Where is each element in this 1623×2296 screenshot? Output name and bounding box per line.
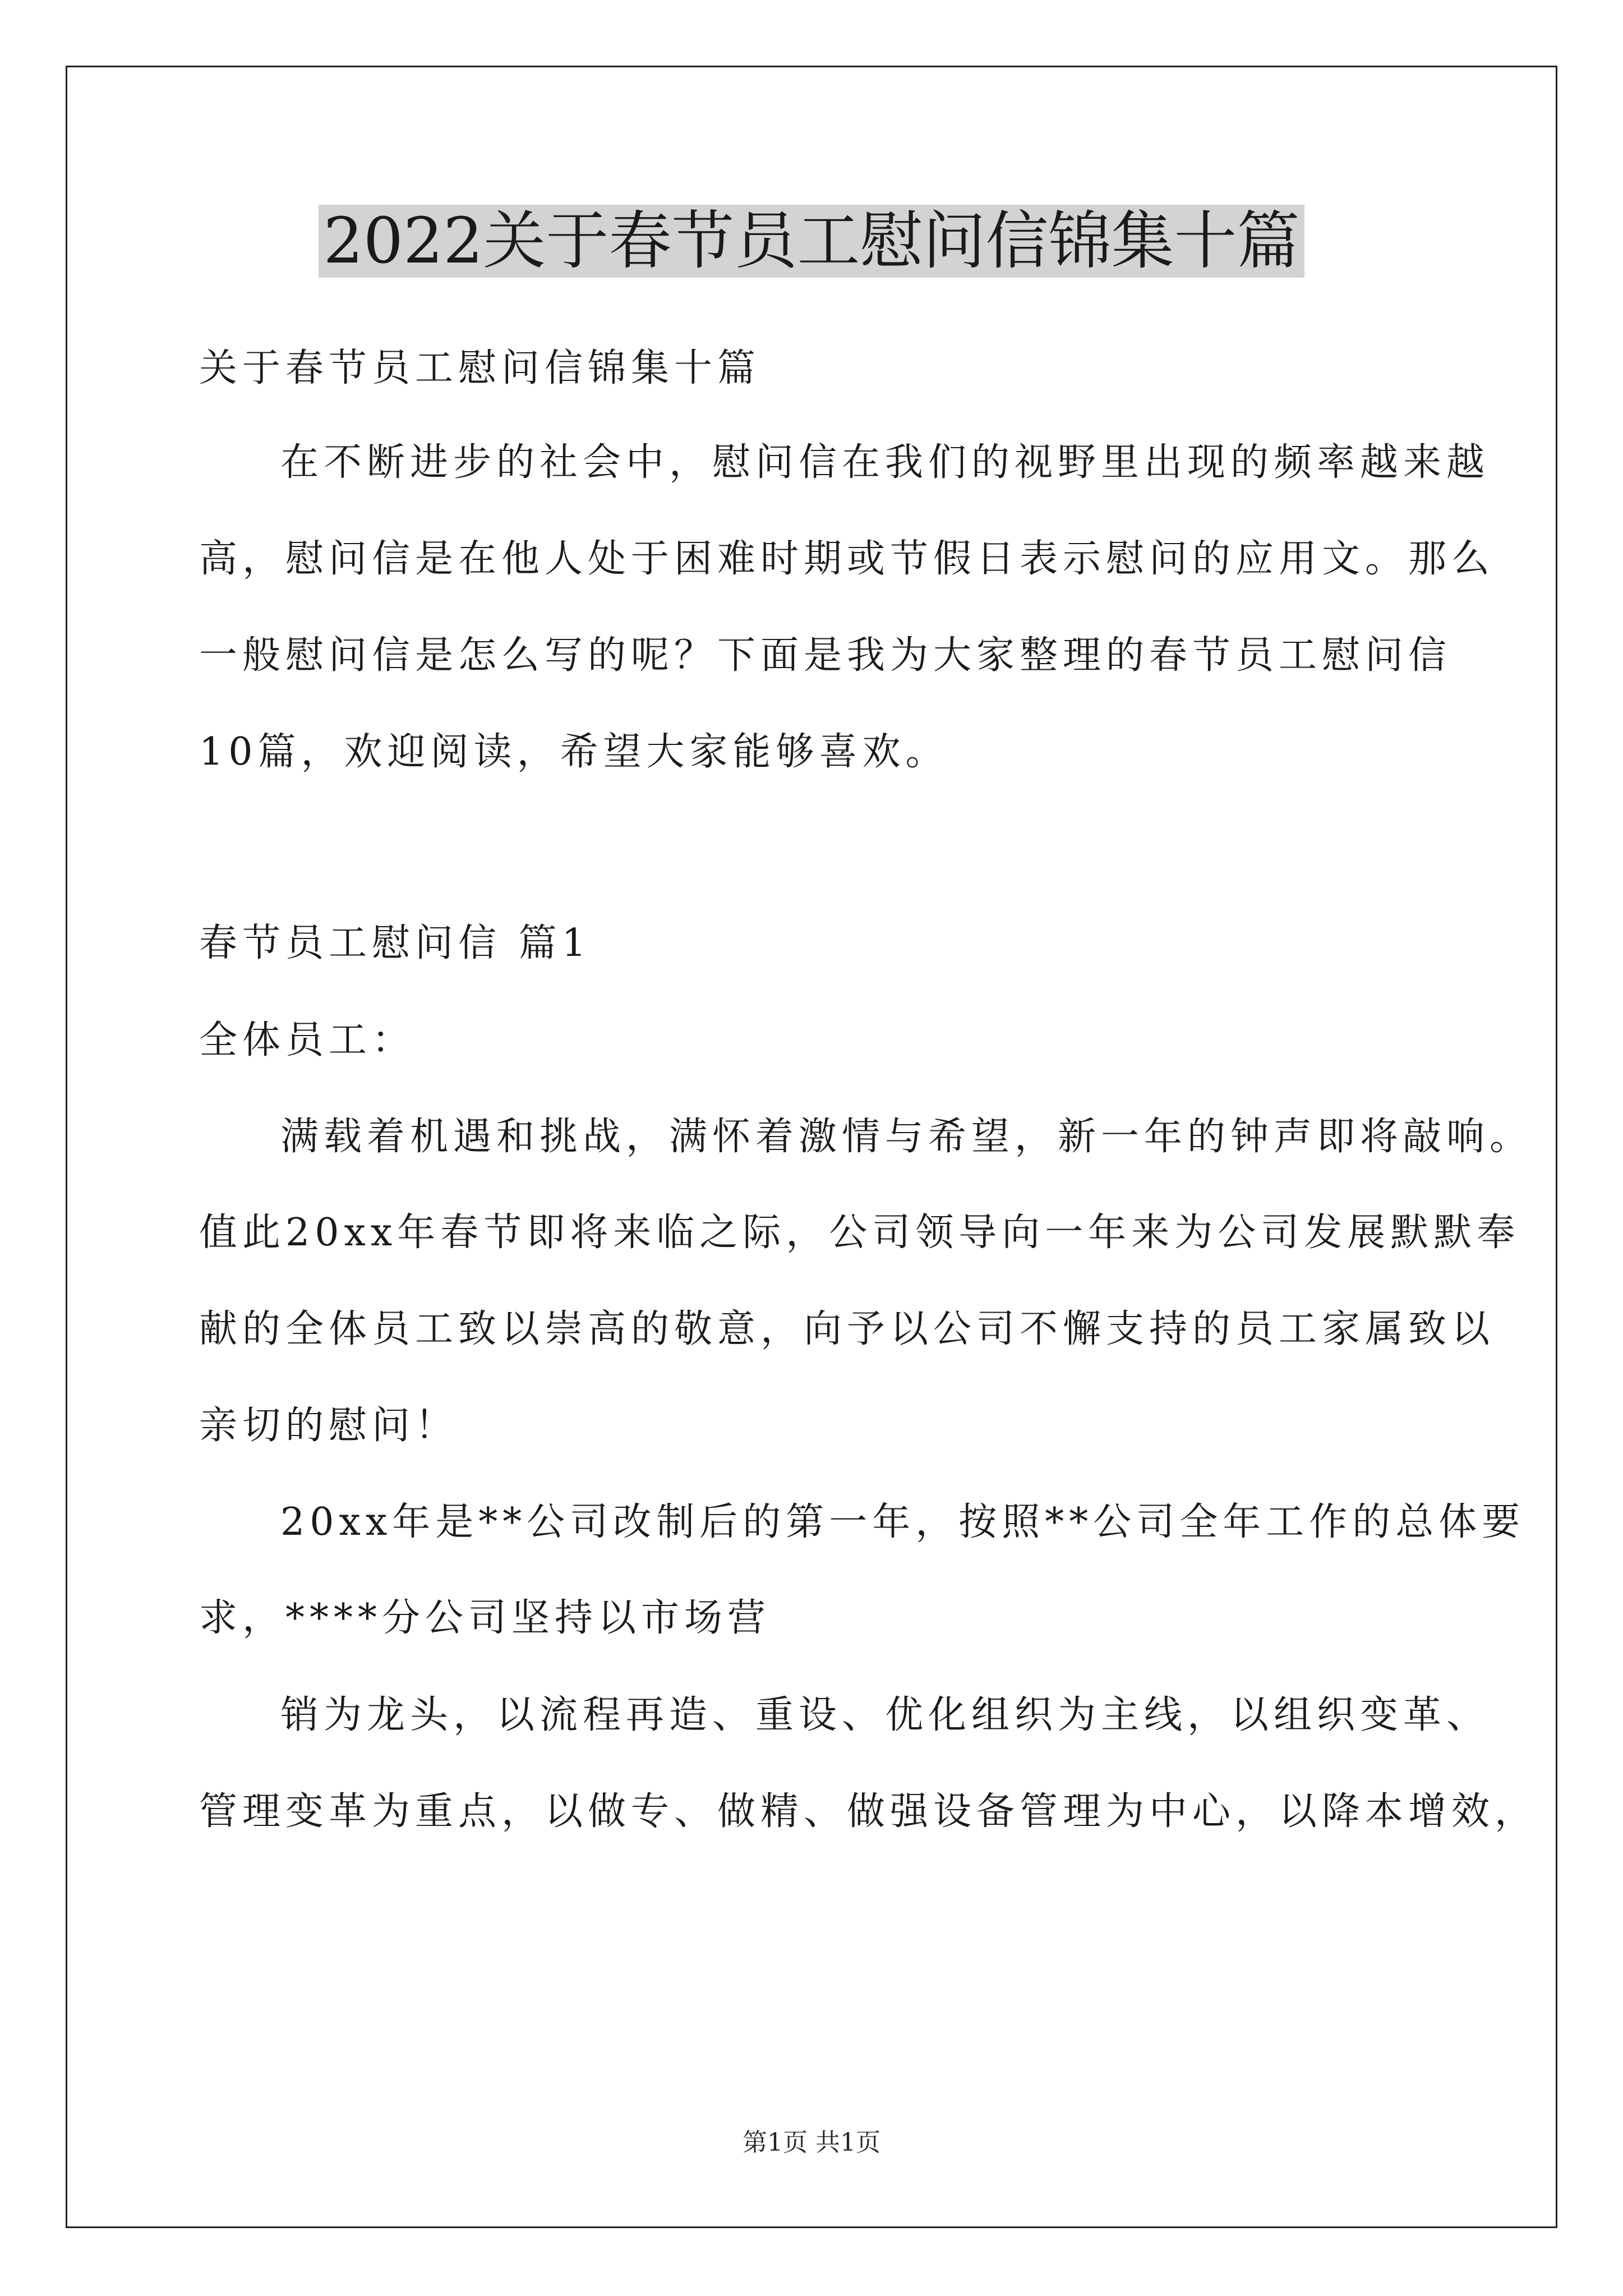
paragraph3-line-2: 管理变革为重点，以做专、做精、做强设备管理为中心，以降本增效， (199, 1789, 1538, 1834)
paragraph3-line-1: 销为龙头，以流程再造、重设、优化组织为主线，以组织变革、 (280, 1693, 1490, 1737)
document-title-text: 2022关于春节员工慰问信锦集十篇 (319, 205, 1304, 278)
section-heading: 春节员工慰问信 篇1 (199, 921, 591, 965)
paragraph2-line-1: 20xx年是**公司改制后的第一年，按照**公司全年工作的总体要 (280, 1500, 1525, 1544)
document-subtitle: 关于春节员工慰问信锦集十篇 (199, 346, 761, 390)
paragraph1-line-3: 献的全体员工致以崇高的敬意，向予以公司不懈支持的员工家属致以 (199, 1307, 1495, 1351)
intro-line-1: 在不断进步的社会中，慰问信在我们的视野里出现的频率越来越 (280, 440, 1490, 485)
paragraph1-line-4: 亲切的慰问！ (199, 1404, 459, 1448)
intro-line-3: 一般慰问信是怎么写的呢？下面是我为大家整理的春节员工慰问信 (199, 633, 1452, 678)
intro-line-4: 10篇，欢迎阅读，希望大家能够喜欢。 (199, 730, 949, 774)
page-footer: 第1页 共1页 (743, 2128, 880, 2157)
paragraph2-line-2: 求，****分公司坚持以市场营 (199, 1596, 771, 1640)
salutation: 全体员工： (199, 1018, 416, 1062)
intro-line-2: 高，慰问信是在他人处于困难时期或节假日表示慰问的应用文。那么 (199, 537, 1495, 581)
document-title (0, 199, 1623, 283)
paragraph1-line-2: 值此20xx年春节即将来临之际，公司领导向一年来为公司发展默默奉 (199, 1211, 1520, 1255)
paragraph1-line-1: 满载着机遇和挑战，满怀着激情与希望，新一年的钟声即将敲响。 (280, 1115, 1533, 1159)
